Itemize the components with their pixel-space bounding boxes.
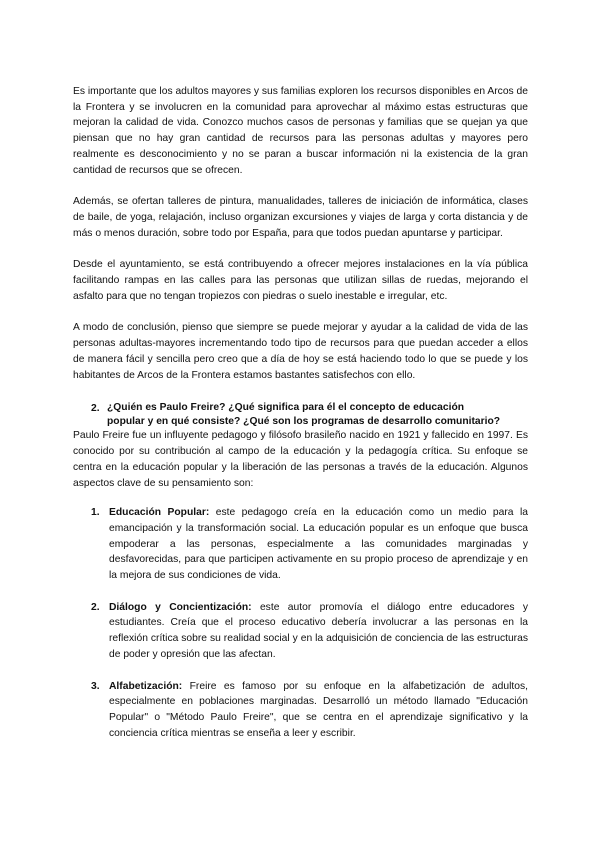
question-number: 2.: [91, 403, 100, 415]
paragraph-recursos: Es importante que los adultos mayores y sus familias exploren los recursos disponibles en Arcos de la Frontera y se involucren en la comunidad para aprovechar al máximo estas estructuras que mejoran la calidad de vida. Conozco muchos casos de personas y familias que se quejan ya que piensan que no hay gran cantidad de recursos para las personas adultas y mayores pero realmente es desconocimiento y no se paran a buscar información ni la existencia de la gran cantidad de recursos que se ofrecen.: [73, 86, 529, 176]
list-item-text: este pedagogo creía en la educación como un medio para la emancipación y la transformación social. La educación popular es un enfoque que busca empoderar a las personas, especialmente a las comunidades marginadas y desfavorecidas, para que participen activamente en su propio proceso de aprendizaje y en la mejora de sus condiciones de vida.: [109, 507, 528, 582]
document-page: [73, 84, 528, 757]
list-item-number: 3.: [91, 680, 100, 692]
list-item-body: [109, 600, 528, 663]
list-item: [91, 505, 528, 584]
list-item-number: 2.: [91, 601, 100, 613]
paragraph-talleres: Además, se ofertan talleres de pintura, manualidades, talleres de iniciación de informática, clases de baile, de yoga, relajación, incluso organizan excursiones y viajes de larga y corta distancia y de más o menos duración, sobre todo por España, para que todos puedan apuntarse y participar.: [73, 196, 528, 239]
list-item-number: 1.: [91, 507, 100, 519]
list-item: [91, 600, 528, 663]
list-item-body: [109, 505, 528, 584]
paragraph-ayuntamiento: Desde el ayuntamiento, se está contribuyendo a ofrecer mejores instalaciones en la vía pública facilitando rampas en las calles para las personas que utilizan sillas de ruedas, mejorando el asfalto para que no tengan tropiezos con piedras o suelo inestable e irregular, etc.: [73, 259, 528, 302]
question-text: ¿Quién es Paulo Freire? ¿Qué significa para él el concepto de educación popular y en qué consiste? ¿Qué son los programas de desarrollo comunitario?: [107, 402, 501, 427]
list-item-title: Educación Popular:: [109, 507, 210, 519]
list-item: [91, 679, 528, 742]
list-item-text: este autor promovía el diálogo entre educadores y estudiantes. Creía que el proceso educativo debería involucrar a las personas en la reflexión crítica sobre su realidad social y en la adquisición de conciencia de las estructuras de poder y opresión que las afectan.: [109, 601, 528, 660]
paragraph-conclusion: A modo de conclusión, pienso que siempre se puede mejorar y ayudar a la calidad de vida de las personas adultas-mayores incrementando todo tipo de recursos para que puedan acceder a ellos de manera fácil y sencilla pero creo que a día de hoy se está haciendo todo lo que se puede y los habitantes de Arcos de la Frontera estamos bastantes satisfechos con ello.: [73, 322, 528, 381]
paragraph-freire-intro: Paulo Freire fue un influyente pedagogo y filósofo brasileño nacido en 1921 y fallecido en 1997. Es conocido por su contribución al campo de la educación y la pedagogía crítica. Su enfoque se centra en la educación popular y la liberación de las personas a través de la educación. Algunos aspectos clave de su pensamiento son:: [73, 430, 528, 489]
list-item-title: Diálogo y Concientización:: [109, 601, 252, 613]
list-item-title: Alfabetización:: [109, 680, 183, 692]
list-item-text: Freire es famoso por su enfoque en la alfabetización de adultos, especialmente en poblaciones marginadas. Desarrolló un método llamado "Educación Popular" o "Método Paulo Freire", que se centra en el aprendizaje significativo y la conciencia crítica mientras se enseña a leer y escribir.: [109, 680, 528, 739]
question-heading: [91, 401, 528, 428]
list-item-body: [109, 679, 528, 742]
